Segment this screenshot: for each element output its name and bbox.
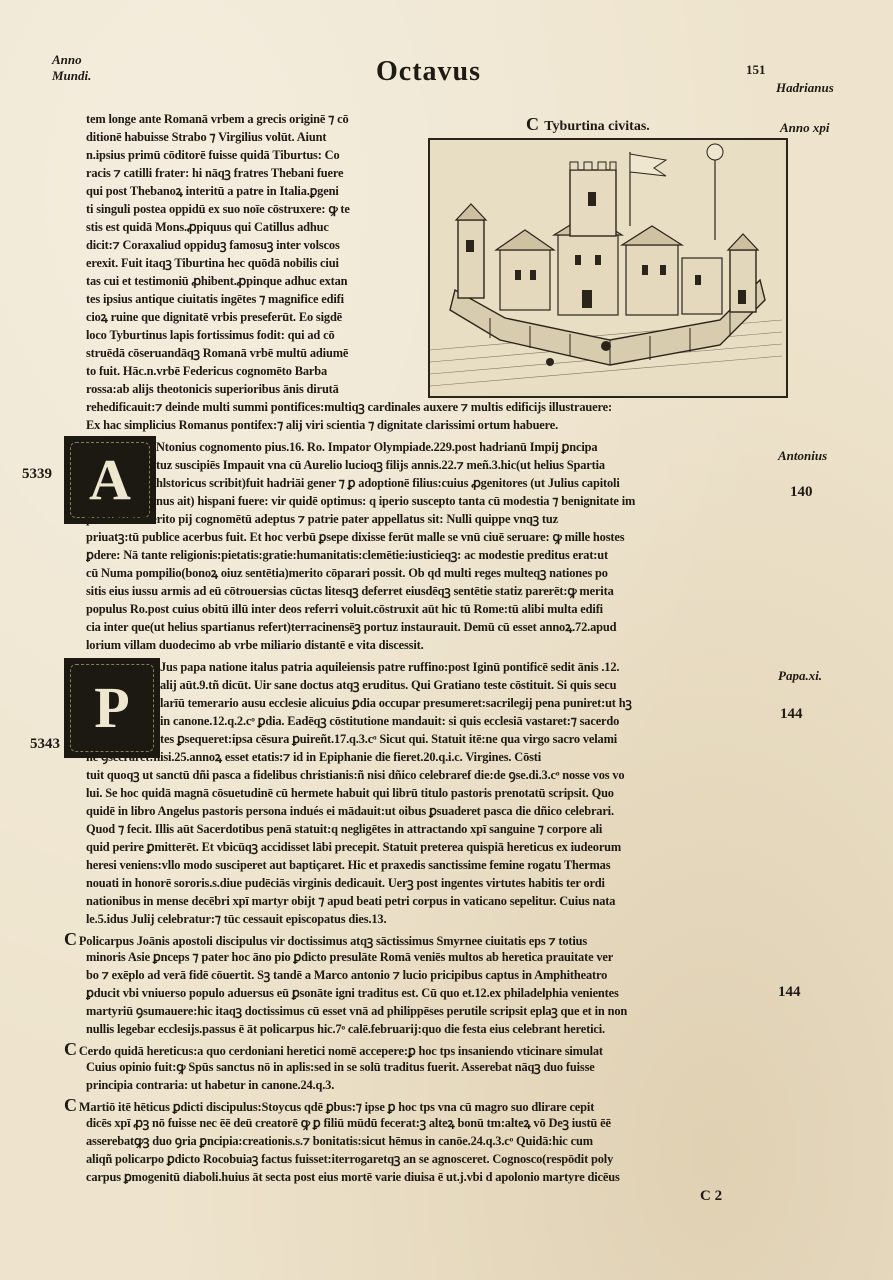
cerdo-line: principia contraria: ut habetur in canone.24.q.3.	[86, 1078, 335, 1092]
pius-line: larīū temerario ausu ecclesie alicuius ꝑdia occupar presumeret:sacrilegij pena puniret:ut hꝫ	[160, 696, 632, 710]
policarpus-text: Policarpus Joānis apostoli discipulus vir doctissimus atqꝫ sāctissimus Smyrnee ciuitatis eps ⁊ totius	[78, 934, 588, 948]
pius-line: tuit quoqꝫ ut sanctū dñi pasca a fidelibus christianis:ñ nisi dñico celebraref die:de ꝯse.di.3.cᵒ nosse vos vo	[86, 768, 625, 782]
policarpus-line: bo ⁊ exēplo ad verā fidē cōuertit. Sꝫ tandē a Marco antonio ⁊ lucio pricipibus captus in Amphitheatro	[86, 968, 608, 982]
column-line: tas cui et testimoniū ꝓhibent.ꝓpinque adhuc extan	[86, 274, 348, 288]
cerdo-line: Cuius opinio fuit:ꝙ Spūs sanctus nō in aplis:sed in se solū traditus fuerit. Asserebat nāqꝫ duo fuisse	[86, 1060, 595, 1074]
martio-line: aliqñ policarpo ꝑdicto Rocobuiaꝫ factus fuisset:iterrogaretqꝫ an se agnosceret. Cognosco(respōdit poly	[86, 1152, 614, 1166]
pius-line: quidē in libro Angelus pastoris persona indués ei mādauit:ut oibus ꝑsuaderet pasca die dñico celebrari.	[86, 804, 614, 818]
column-line: qui post Thebanoꝝ interitū a patre in Italia.ꝑgeni	[86, 184, 339, 198]
policarpus-line: martyriū ꝯsumauere:hic itaqꝫ doctissimus cū esset vnā ad philippēses perutile scripsit eplaꝫ que et in non	[86, 1004, 628, 1018]
pius-line: Jus papa natione italus patria aquileiensis patre ruffino:post Iginū pontificē sedit ānis .12.	[160, 660, 620, 674]
body-line: rehedificauit:⁊ deinde multi summi pontifices:multiqꝫ cardinales auxere ⁊ multis edificijs illustrauere:	[86, 400, 612, 414]
martio-line: dicēs xpī ꝓꝫ nō fuisse nec ēē deū creatorē ꝙ ꝑ filiū mūdū fecerat:ꝫ alteꝝ bonū tm:alteꝝ vō Deꝫ iustū ēē	[86, 1116, 611, 1130]
antoninus-line: lorium villam duodecimo ab vrbe miliario distantē e vita discessit.	[86, 638, 424, 652]
martio-text: Martiō itē hēticus ꝑdicti discipulus:Stoycus qdē ꝑbus:⁊ ipse ꝑ hoc tps vna cū magro suo dlirare cepit	[78, 1100, 595, 1114]
column-line: tes ipsius antique ciuitatis ingētes ⁊ magnifice edifi	[86, 292, 344, 306]
column-line: n.ipsius primū cōditorē fuisse quidā Tiburtus: Co	[86, 148, 340, 162]
column-line: ditionē habuisse Strabo ⁊ Virgilius volūt. Aiunt	[86, 130, 327, 144]
policarpus-line: ꝑducit vbi vniuerso populo aduersus eū ꝑsonāte igni traditus est. Cū quo et.12.ex philadelphia venientes	[86, 986, 619, 1000]
column-line: ti singuli postea oppidū ex suo noīe cōstruxere: ꝙ te	[86, 202, 350, 216]
figure-caption-text: Tyburtina civitas.	[544, 119, 650, 134]
margin-year-antoninus: 5339	[22, 466, 52, 482]
martio-line: carpus ꝑmogenitū diaboli.huius āt secta post eius mortē varie diuisa ē ut.j.vbi d apolonio martyre dicēus	[86, 1170, 620, 1184]
header-anno-label: Anno	[52, 52, 82, 67]
margin-name-pius: Papa.xi.	[778, 668, 823, 683]
woodcut-illustration	[428, 138, 788, 398]
city-woodcut-svg	[430, 140, 782, 392]
body-line: Ex hac simplicius Romanus pontifex:⁊ alij viri scientia ⁊ dignitate clarissimi ortum habuere.	[86, 418, 559, 432]
policarpus-line: minoris Asie ꝑnceps ⁊ pater hoc āno pio ꝑdicto presulāte Romā veniēs multos ab heretica prauitate ver	[86, 950, 614, 964]
antoninus-line: cia inter que(ut helius spartianus refert)terracinensēꝫ portuz instaurauit. Demū cū esset annoꝝ.72.apud	[86, 620, 617, 634]
figure-caption	[526, 114, 650, 135]
antoninus-line: hlstoricus scribit)fuit hadriāi gener ⁊ ꝑ adoptionē filius:cuius ꝓgenitores (ut Julius capitoli	[156, 476, 620, 490]
pius-line: heresi veniens:vllo modo susciperet aut baptiçaret. Hic et praxedis sanctissime femine rogatu Thermas	[86, 858, 611, 872]
column-line: tem longe ante Romanā vrbem a grecis originē ⁊ cō	[86, 112, 349, 126]
antoninus-line: cū Numa pompilio(bonoꝝ oiuz sentētia)merito cōparari possit. Ob qd multi reges multeqꝫ nationes po	[86, 566, 608, 580]
column-line: dicit:⁊ Coraxaliud oppiduꝫ famosuꝫ inter volscos	[86, 238, 340, 252]
column-line: cioꝝ ruine que dignitatē vrbis preseferūt. Eo sigdē	[86, 310, 343, 324]
cerdo-line	[64, 1040, 774, 1058]
antoninus-line: perauit:ut merito pij cognomētū adeptus ⁊ patrie pater appellatus sit: Nulli quippe vnqꝫ tuz	[86, 512, 558, 526]
antoninus-line: tuz suscipiēs Impauit vna cū Aurelio lucioqꝫ filijs annis.22.⁊ meñ.3.hic(ut helius Spartia	[156, 458, 605, 472]
antoninus-line: Ntonius cognomento pius.16. Ro. Impator Olympiade.229.post hadrianū Impij ꝑncipa	[156, 440, 598, 454]
initial-p-woodcut	[64, 658, 160, 758]
initial-letter-a: A	[89, 447, 131, 512]
column-line: struēdā cōseruandāqꝫ Romanā vrbē multū adiumē	[86, 346, 349, 360]
antoninus-line: priuatꝫ:tū publice acerbus fuit. Et hoc verbū ꝑsepe dixisse ferūt malle se vnū ciuē seruare: ꝙ mille hostes	[86, 530, 625, 544]
header-mundi-label: Mundi.	[52, 68, 92, 83]
capitulum-mark: C	[526, 114, 539, 134]
pius-line: le.5.idus Julij celebratur:⁊ tūc cessauit episcopatus dies.13.	[86, 912, 387, 926]
margin-name-antoninus: Antonius	[778, 448, 828, 463]
martio-line	[64, 1096, 774, 1114]
margin-number-antoninus: 140	[790, 484, 813, 500]
column-line: rossa:ab alijs theotonicis superioribus ānis dirutā	[86, 382, 339, 396]
pius-line: alij aūt.9.tñ dicūt. Uir sane doctus atqꝫ eruditus. Qui Gratiano teste cōstituit. Si quis secu	[160, 678, 617, 692]
pius-line: ne ꝯsecraret:nisi.25.annoꝝ esset etatis:⁊ id in Epiphanie die fieret.20.q.i.c. Virgines. Cōsti	[86, 750, 542, 764]
column-line: loco Tyburtinus lapis fortissimus fodit: qui ad cō	[86, 328, 335, 342]
antoninus-line: populus Ro.post cuius obitū illū inter deos referri voluit.cōstruxit aūt hic tū Rome:tū alibi multa edifi	[86, 602, 603, 616]
capitulum-mark: C	[64, 1096, 77, 1114]
pius-line: Quod ⁊ fecit. Illis aūt Sacerdotibus penā statuit:q negligētes in attractando xpī sanguine ⁊ corpore ali	[86, 822, 603, 836]
pius-line: quid perire ꝑmitterēt. Et vbicūqꝫ accidisset lābi precepit. Statuit preterea quispiā hereticus ex iudeorum	[86, 840, 622, 854]
initial-letter-p: P	[94, 675, 130, 740]
antoninus-line: sitis eius iussu armis ad eū cōtrouersias cūctas litesqꝫ deferret eiusdēqꝫ sentētie statiz parerēt:ꝙ merita	[86, 584, 614, 598]
header-anno-mundi	[52, 52, 91, 84]
margin-year-pius: 5343	[30, 736, 60, 752]
pius-line: in canone.12.q.2.cᵒ ꝑdia. Eadēqꝫ cōstitutione mandauit: si quis ecclesiā vastaret:⁊ sacerdo	[160, 714, 620, 728]
column-line: erexit. Fuit itaqꝫ Tiburtina hec quōdā nobilis ciui	[86, 256, 339, 270]
antoninus-line: nus ait) hispani fuere: vir quidē optimus: q iperio suscepto tanta cū modestia ⁊ benignitate im	[156, 494, 636, 508]
cerdo-text: Cerdo quidā hereticus:a quo cerdoniani heretici nomē accepere:ꝑ hoc tps insaniendo vticinare simulat	[78, 1044, 603, 1058]
margin-number-pius: 144	[780, 706, 803, 722]
capitulum-mark: C	[64, 930, 77, 948]
page-title: Octavus	[376, 56, 481, 87]
column-line: racis ⁊ catilli frater: hi nāqꝫ fratres Thebani fuere	[86, 166, 344, 180]
header-hadrianus: Hadrianus	[776, 80, 834, 95]
pius-line: nouati in honorē sororis.s.diue pudēciās virginis dedicauit. Uerꝫ post ingentes virtutes habitis ter ordi	[86, 876, 605, 890]
header-anno-xpi: Anno xpi	[780, 120, 830, 135]
pius-line: nationibus in mense decēbri xpī martyr obijt ⁊ apud beati petri corpus in vaticano sepelitur. Cuius nata	[86, 894, 616, 908]
column-line: to fuit. Hāc.n.vrbē Federicus cognomēto Barba	[86, 364, 328, 378]
capitulum-mark: C	[64, 1040, 77, 1058]
policarpus-line: nullis legebar ecclesijs.passus ē āt policarpus hic.7ᵒ calē.februarij:quo die festa eius celebrant heretici.	[86, 1022, 605, 1036]
folio-number: 151	[746, 62, 766, 77]
margin-number-policarpus: 144	[778, 984, 801, 1000]
martio-line: asserebatꝙꝫ duo ꝯria ꝑncipia:creationis.s.⁊ bonitatis:sicut hēmus in canōe.24.q.3.cᵒ Quidā:hic cum	[86, 1134, 593, 1148]
signature-mark: C 2	[700, 1188, 723, 1204]
pius-line: tes ꝑsequeret:ipsa cēsura ꝑuireñt.17.q.3.cᵒ Sicut qui. Statuit itē:ne qua virgo sacro velami	[160, 732, 618, 746]
pius-line: lui. Se hoc quidā magnā cōsuetudinē cū hermete habuit qui librū titulo pastoris prenotatū scripsit. Quo	[86, 786, 614, 800]
column-line: stis est quidā Mons.ꝓpiquus qui Catillus adhuc	[86, 220, 329, 234]
policarpus-line	[64, 930, 774, 948]
antoninus-line: ꝑdere: Nā tante religionis:pietatis:gratie:humanitatis:clemētie:iusticieqꝫ: ac modestie preditus erat:ut	[86, 548, 608, 562]
